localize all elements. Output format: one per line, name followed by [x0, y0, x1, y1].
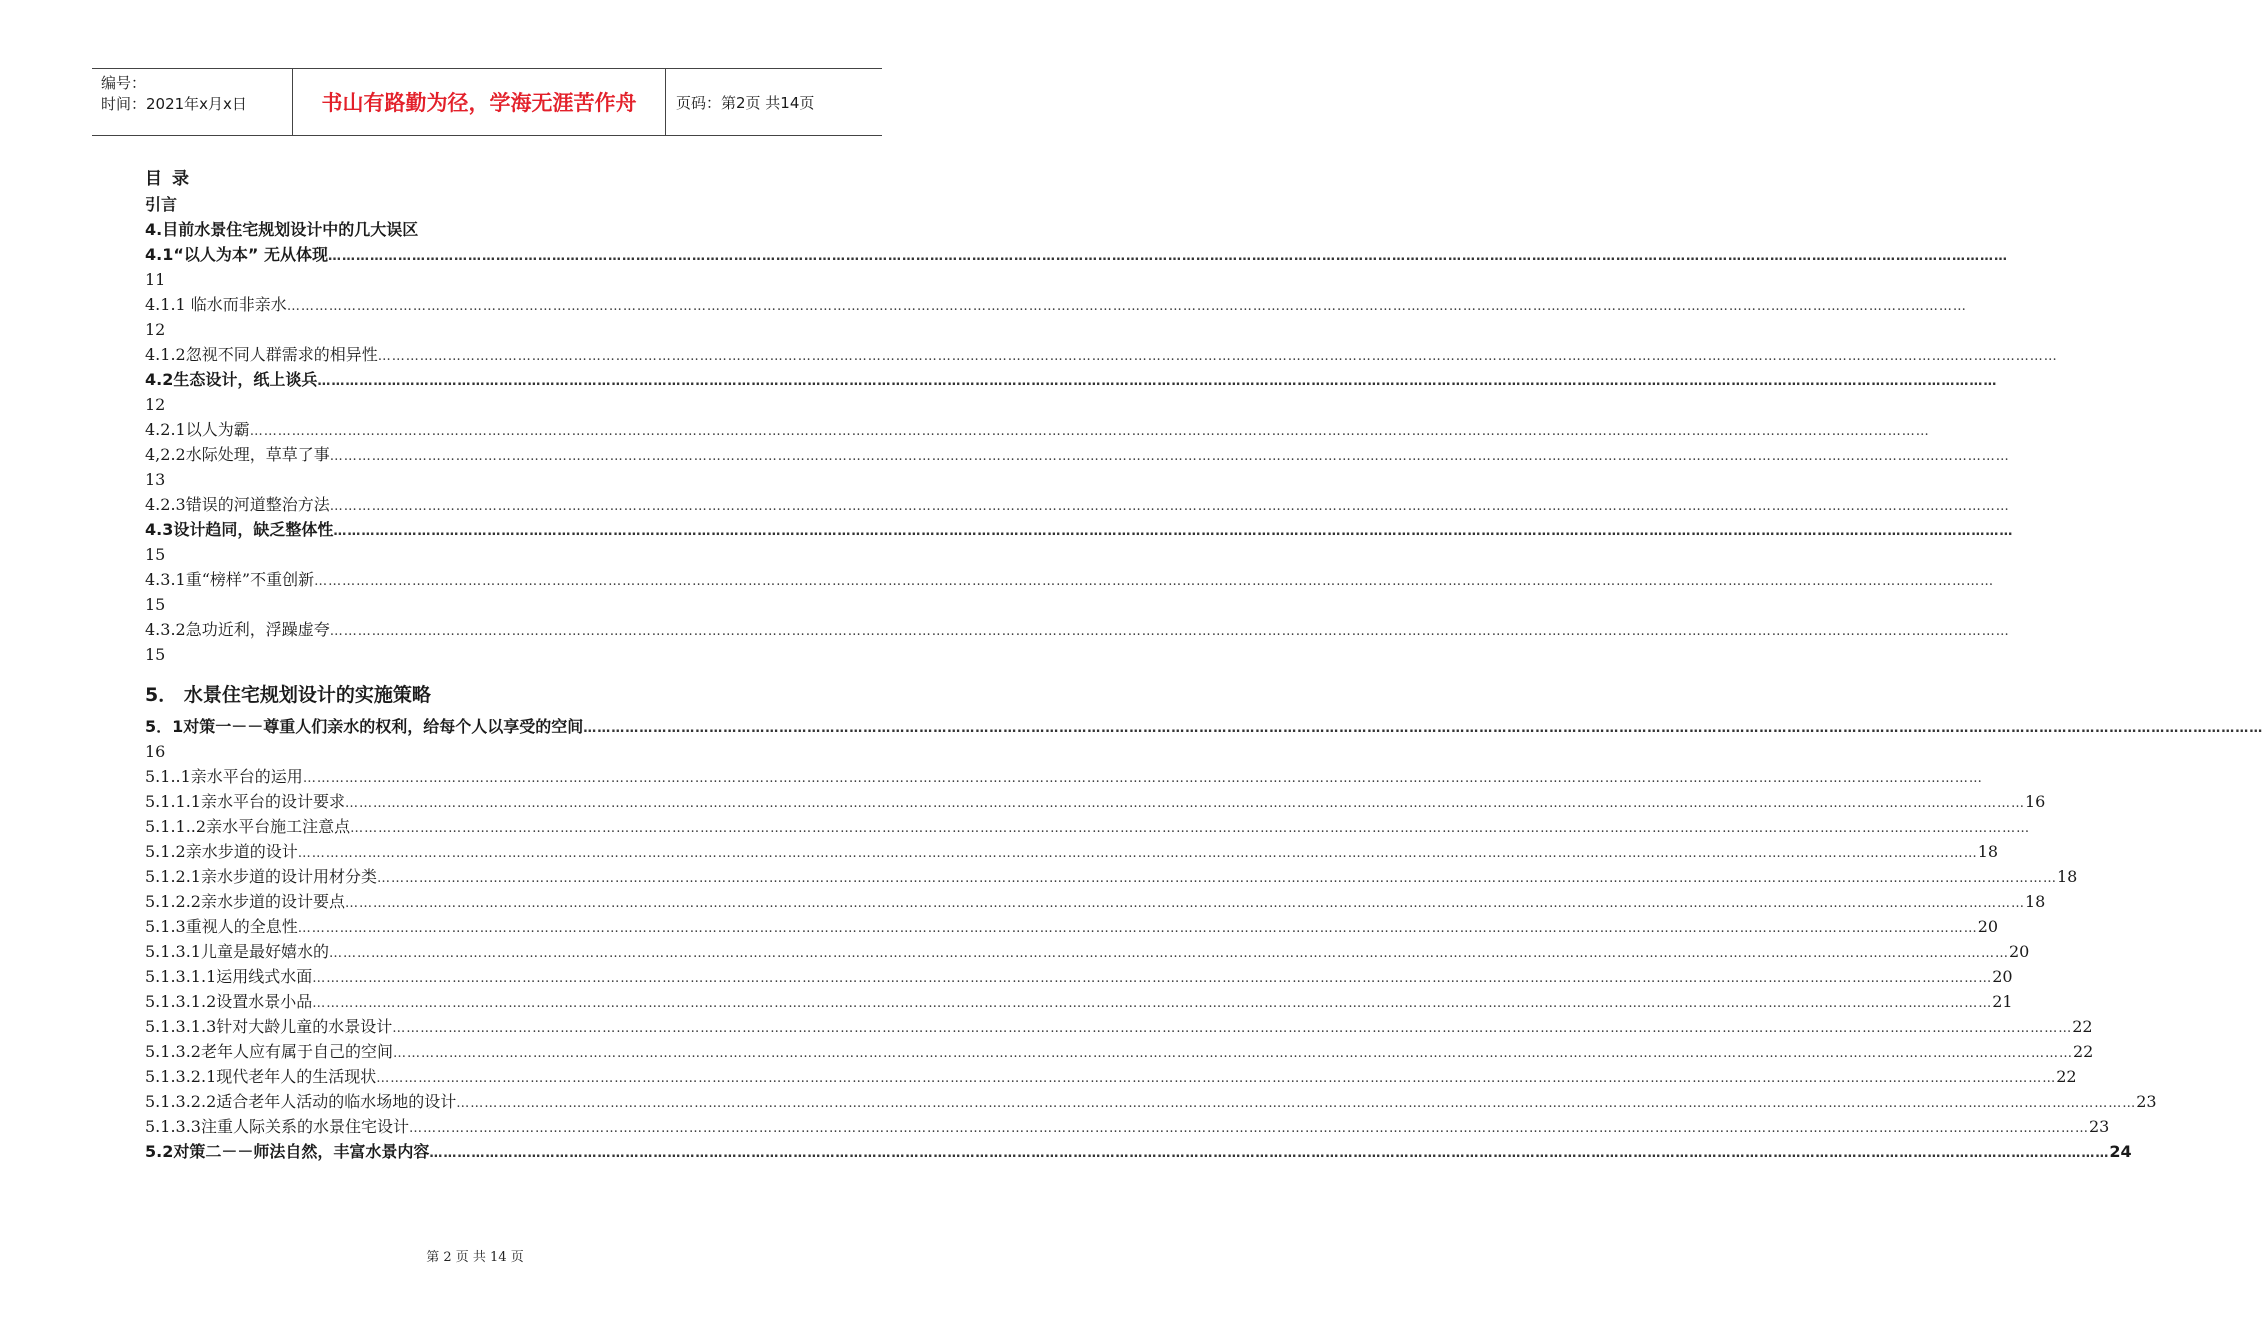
toc-entry-page: 18 — [2056, 867, 2078, 886]
toc-entry — [145, 642, 830, 667]
toc-entry — [145, 1064, 2077, 1089]
toc-entry — [145, 739, 830, 764]
toc-entry — [145, 1139, 2132, 1164]
page-footer: 第 2 页 共 14 页 — [426, 1250, 524, 1265]
toc-leader-dots: ……………………………………………………………………………………………………………………………………………………………………………………………………………………………………………………………………………………………………………………………… — [327, 249, 2008, 264]
toc-leader-dots: ……………………………………………………………………………………………………………………………………………………………………………………………………………………………………………………………………………………………………………………………… — [312, 971, 1993, 986]
toc-entry-label: 4.1.1 临水而非亲水 — [145, 295, 287, 314]
toc-entry — [145, 939, 2030, 964]
toc-entry-label: 5．1对策一－－尊重人们亲水的权利，给每个人以享受的空间 — [145, 717, 584, 736]
toc-entry-label: 4.3.2急功近利，浮躁虚夸 — [145, 620, 330, 639]
toc-entry — [145, 964, 2013, 989]
toc-entry-page: 20 — [1977, 917, 1999, 936]
toc-leader-dots: ……………………………………………………………………………………………………………………………………………………………………………………………………………………………………………………………………………………………………………………………… — [376, 1071, 2057, 1086]
toc-entry-label: 13 — [145, 470, 166, 489]
toc-entry — [145, 467, 830, 492]
toc-entry-label: 5.1.2亲水步道的设计 — [145, 842, 298, 861]
toc-entry — [145, 492, 2010, 517]
number-label: 编号： — [101, 74, 147, 92]
toc-entry — [145, 764, 1983, 789]
header-motto: 书山有路勤为径，学海无涯苦作舟 — [293, 69, 666, 135]
toc-entry-label: 4.2.1以人为霸 — [145, 420, 250, 439]
toc-entry-page: 21 — [1992, 992, 2013, 1011]
toc-leader-dots: ……………………………………………………………………………………………………………………………………………………………………………………………………………………………………………………………………………………………………………………………… — [312, 996, 1993, 1011]
toc-leader-dots: ……………………………………………………………………………………………………………………………………………………………………………………………………………………………………………………………………………………………………………………………… — [317, 374, 1998, 389]
toc-entry-page: 23 — [2136, 1092, 2157, 1111]
toc-entry — [145, 1014, 2093, 1039]
toc-leader-dots: ……………………………………………………………………………………………………………………………………………………………………………………………………………………………………………………………………………………………………………………………… — [329, 624, 2010, 639]
toc-entry-label: 5.1.3重视人的全息性 — [145, 917, 298, 936]
toc-entry-label: 5.1.3.1.3针对大龄儿童的水景设计 — [145, 1017, 393, 1036]
toc-entry — [145, 592, 830, 617]
toc-entry-label: 5． 水景住宅规划设计的实施策略 — [145, 684, 431, 706]
toc-entry-label: 5.1.3.1儿童是最好嬉水的 — [145, 942, 329, 961]
toc-leader-dots: ……………………………………………………………………………………………………………………………………………………………………………………………………………………………………………………………………………………………………………………………… — [456, 1096, 2137, 1111]
toc-entry — [145, 317, 830, 342]
page-header — [92, 68, 882, 136]
toc-entry-page: 20 — [1992, 967, 2013, 986]
toc-entry — [145, 342, 2058, 367]
toc-entry — [145, 442, 2010, 467]
toc-leader-dots: ……………………………………………………………………………………………………………………………………………………………………………………………………………………………………………………………………………………………………………………………… — [329, 499, 2010, 514]
toc-leader-dots: ……………………………………………………………………………………………………………………………………………………………………………………………………………………………………………………………………………………………………………………………… — [329, 449, 2010, 464]
toc-leader-dots: ……………………………………………………………………………………………………………………………………………………………………………………………………………………………………………………………………………………………………………………………… — [297, 921, 1978, 936]
toc-entry — [145, 1089, 2157, 1114]
toc-leader-dots: ……………………………………………………………………………………………………………………………………………………………………………………………………………………………………………………………………………………………………………………………… — [377, 349, 2058, 364]
toc-entry-label: 15 — [145, 595, 166, 614]
toc-leader-dots: ……………………………………………………………………………………………………………………………………………………………………………………………………………………………………………………………………………………………………………………………… — [302, 771, 1983, 786]
toc-leader-dots: ……………………………………………………………………………………………………………………………………………………………………………………………………………………………………………………………………………………………………………………………… — [314, 574, 1995, 589]
toc-entry-label: 5.1.3.2.1现代老年人的生活现状 — [145, 1067, 377, 1086]
toc-entry-page: 23 — [2088, 1117, 2110, 1136]
toc-entry — [145, 814, 2031, 839]
toc-entry-label: 5.1.2.1亲水步道的设计用材分类 — [145, 867, 377, 886]
toc-leader-dots: ……………………………………………………………………………………………………………………………………………………………………………………………………………………………………………………………………………………………………………………………… — [392, 1021, 2073, 1036]
toc-entry — [145, 889, 2046, 914]
toc-entry — [145, 667, 830, 714]
toc-leader-dots: ……………………………………………………………………………………………………………………………………………………………………………………………………………………………………………………………………………………………………………………………… — [350, 821, 2031, 836]
toc-entry-page: 24 — [2109, 1142, 2132, 1161]
toc-entry — [145, 989, 2013, 1014]
toc-entry-label: 16 — [145, 742, 166, 761]
toc-entry-page: 22 — [2072, 1042, 2094, 1061]
toc-entry — [145, 392, 830, 417]
toc-entry-label: 12 — [145, 395, 166, 414]
toc-entry-page: 20 — [2008, 942, 2030, 961]
toc-entry-label: 4.2.3错误的河道整治方法 — [145, 495, 330, 514]
toc-entry — [145, 417, 1930, 442]
toc-list — [145, 192, 2263, 1164]
toc-entry — [145, 617, 2010, 642]
toc-entry-label: 4.2生态设计，纸上谈兵 — [145, 370, 318, 389]
toc-entry-label: 4.1“以人为本” 无从体现 — [145, 245, 328, 264]
table-of-contents — [145, 167, 2263, 1164]
toc-entry-label: 4.3设计趋同，缺乏整体性 — [145, 520, 334, 539]
time-label: 时间：2021年x月x日 — [101, 95, 247, 113]
toc-entry-page: 16 — [2024, 792, 2046, 811]
toc-entry-label: 11 — [145, 270, 166, 289]
toc-entry-page: 18 — [2024, 892, 2046, 911]
toc-leader-dots: ……………………………………………………………………………………………………………………………………………………………………………………………………………………………………………………………………………………………………………………………… — [297, 846, 1978, 861]
toc-entry — [145, 217, 830, 242]
toc-leader-dots: ……………………………………………………………………………………………………………………………………………………………………………………………………………………………………………………………………………………………………………………………… — [344, 796, 2025, 811]
toc-leader-dots: ……………………………………………………………………………………………………………………………………………………………………………………………………………………………………………………………………………………………………………………………… — [344, 896, 2025, 911]
toc-entry-label: 5.1.3.3注重人际关系的水景住宅设计 — [145, 1117, 409, 1136]
toc-entry — [145, 1039, 2094, 1064]
toc-entry — [145, 267, 830, 292]
toc-entry — [145, 292, 1967, 317]
header-meta-cell — [92, 69, 293, 135]
toc-entry-label: 5.1.1..2亲水平台施工注意点 — [145, 817, 351, 836]
toc-entry — [145, 367, 1998, 392]
toc-entry-label: 4.3.1重“榜样”不重创新 — [145, 570, 315, 589]
toc-leader-dots: ……………………………………………………………………………………………………………………………………………………………………………………………………………………………………………………………………………………………………………………………… — [249, 424, 1930, 439]
toc-entry-label: 5.1.3.2老年人应有属于自己的空间 — [145, 1042, 393, 1061]
toc-entry — [145, 1114, 2110, 1139]
toc-entry — [145, 789, 2046, 814]
toc-entry-label: 15 — [145, 545, 166, 564]
toc-entry — [145, 864, 2078, 889]
toc-entry-label: 15 — [145, 645, 166, 664]
toc-entry-label: 5.1..1亲水平台的运用 — [145, 767, 303, 786]
toc-leader-dots: ……………………………………………………………………………………………………………………………………………………………………………………………………………………………………………………………………………………………………………………………… — [333, 524, 2014, 539]
toc-title: 目录 — [145, 169, 199, 189]
toc-entry-label: 12 — [145, 320, 166, 339]
toc-entry — [145, 242, 2008, 267]
toc-entry-label: 4,2.2水际处理，草草了事 — [145, 445, 330, 464]
toc-entry-page: 18 — [1977, 842, 1999, 861]
toc-entry — [145, 192, 830, 217]
toc-entry-page: 22 — [2056, 1067, 2077, 1086]
toc-entry-label: 5.1.3.1.2设置水景小品 — [145, 992, 313, 1011]
toc-entry-label: 5.1.2.2亲水步道的设计要点 — [145, 892, 345, 911]
toc-entry — [145, 839, 1999, 864]
toc-entry — [145, 914, 1999, 939]
toc-entry-label: 5.1.3.2.2适合老年人活动的临水场地的设计 — [145, 1092, 457, 1111]
toc-leader-dots: ……………………………………………………………………………………………………………………………………………………………………………………………………………………………………………………………………………………………………………………………… — [286, 299, 1967, 314]
toc-entry-label: 5.2对策二－－师法自然，丰富水景内容 — [145, 1142, 430, 1161]
toc-leader-dots: ……………………………………………………………………………………………………………………………………………………………………………………………………………………………………………………………………………………………………………………………… — [408, 1121, 2089, 1136]
toc-entry-page: 22 — [2072, 1017, 2093, 1036]
toc-entry-label: 引言 — [145, 195, 178, 214]
toc-leader-dots: ……………………………………………………………………………………………………………………………………………………………………………………………………………………………………………………………………………………………………………………………… — [429, 1146, 2110, 1161]
toc-entry-label: 5.1.1.1亲水平台的设计要求 — [145, 792, 345, 811]
toc-leader-dots: ……………………………………………………………………………………………………………………………………………………………………………………………………………………………………………………………………………………………………………………………… — [376, 871, 2057, 886]
toc-entry — [145, 567, 1995, 592]
toc-entry-label: 5.1.3.1.1运用线式水面 — [145, 967, 313, 986]
toc-entry-label: 4.1.2忽视不同人群需求的相异性 — [145, 345, 378, 364]
toc-entry — [145, 517, 2014, 542]
toc-entry — [145, 714, 2263, 739]
toc-leader-dots: ……………………………………………………………………………………………………………………………………………………………………………………………………………………………………………………………………………………………………………………………… — [392, 1046, 2073, 1061]
toc-leader-dots: ……………………………………………………………………………………………………………………………………………………………………………………………………………………………………………………………………………………………………………………………… — [583, 721, 2263, 736]
toc-entry-label: 4.目前水景住宅规划设计中的几大误区 — [145, 220, 419, 239]
toc-entry — [145, 542, 830, 567]
header-page-info: 页码：第2页 共14页 — [676, 93, 815, 112]
toc-leader-dots: ……………………………………………………………………………………………………………………………………………………………………………………………………………………………………………………………………………………………………………………………… — [328, 946, 2009, 961]
